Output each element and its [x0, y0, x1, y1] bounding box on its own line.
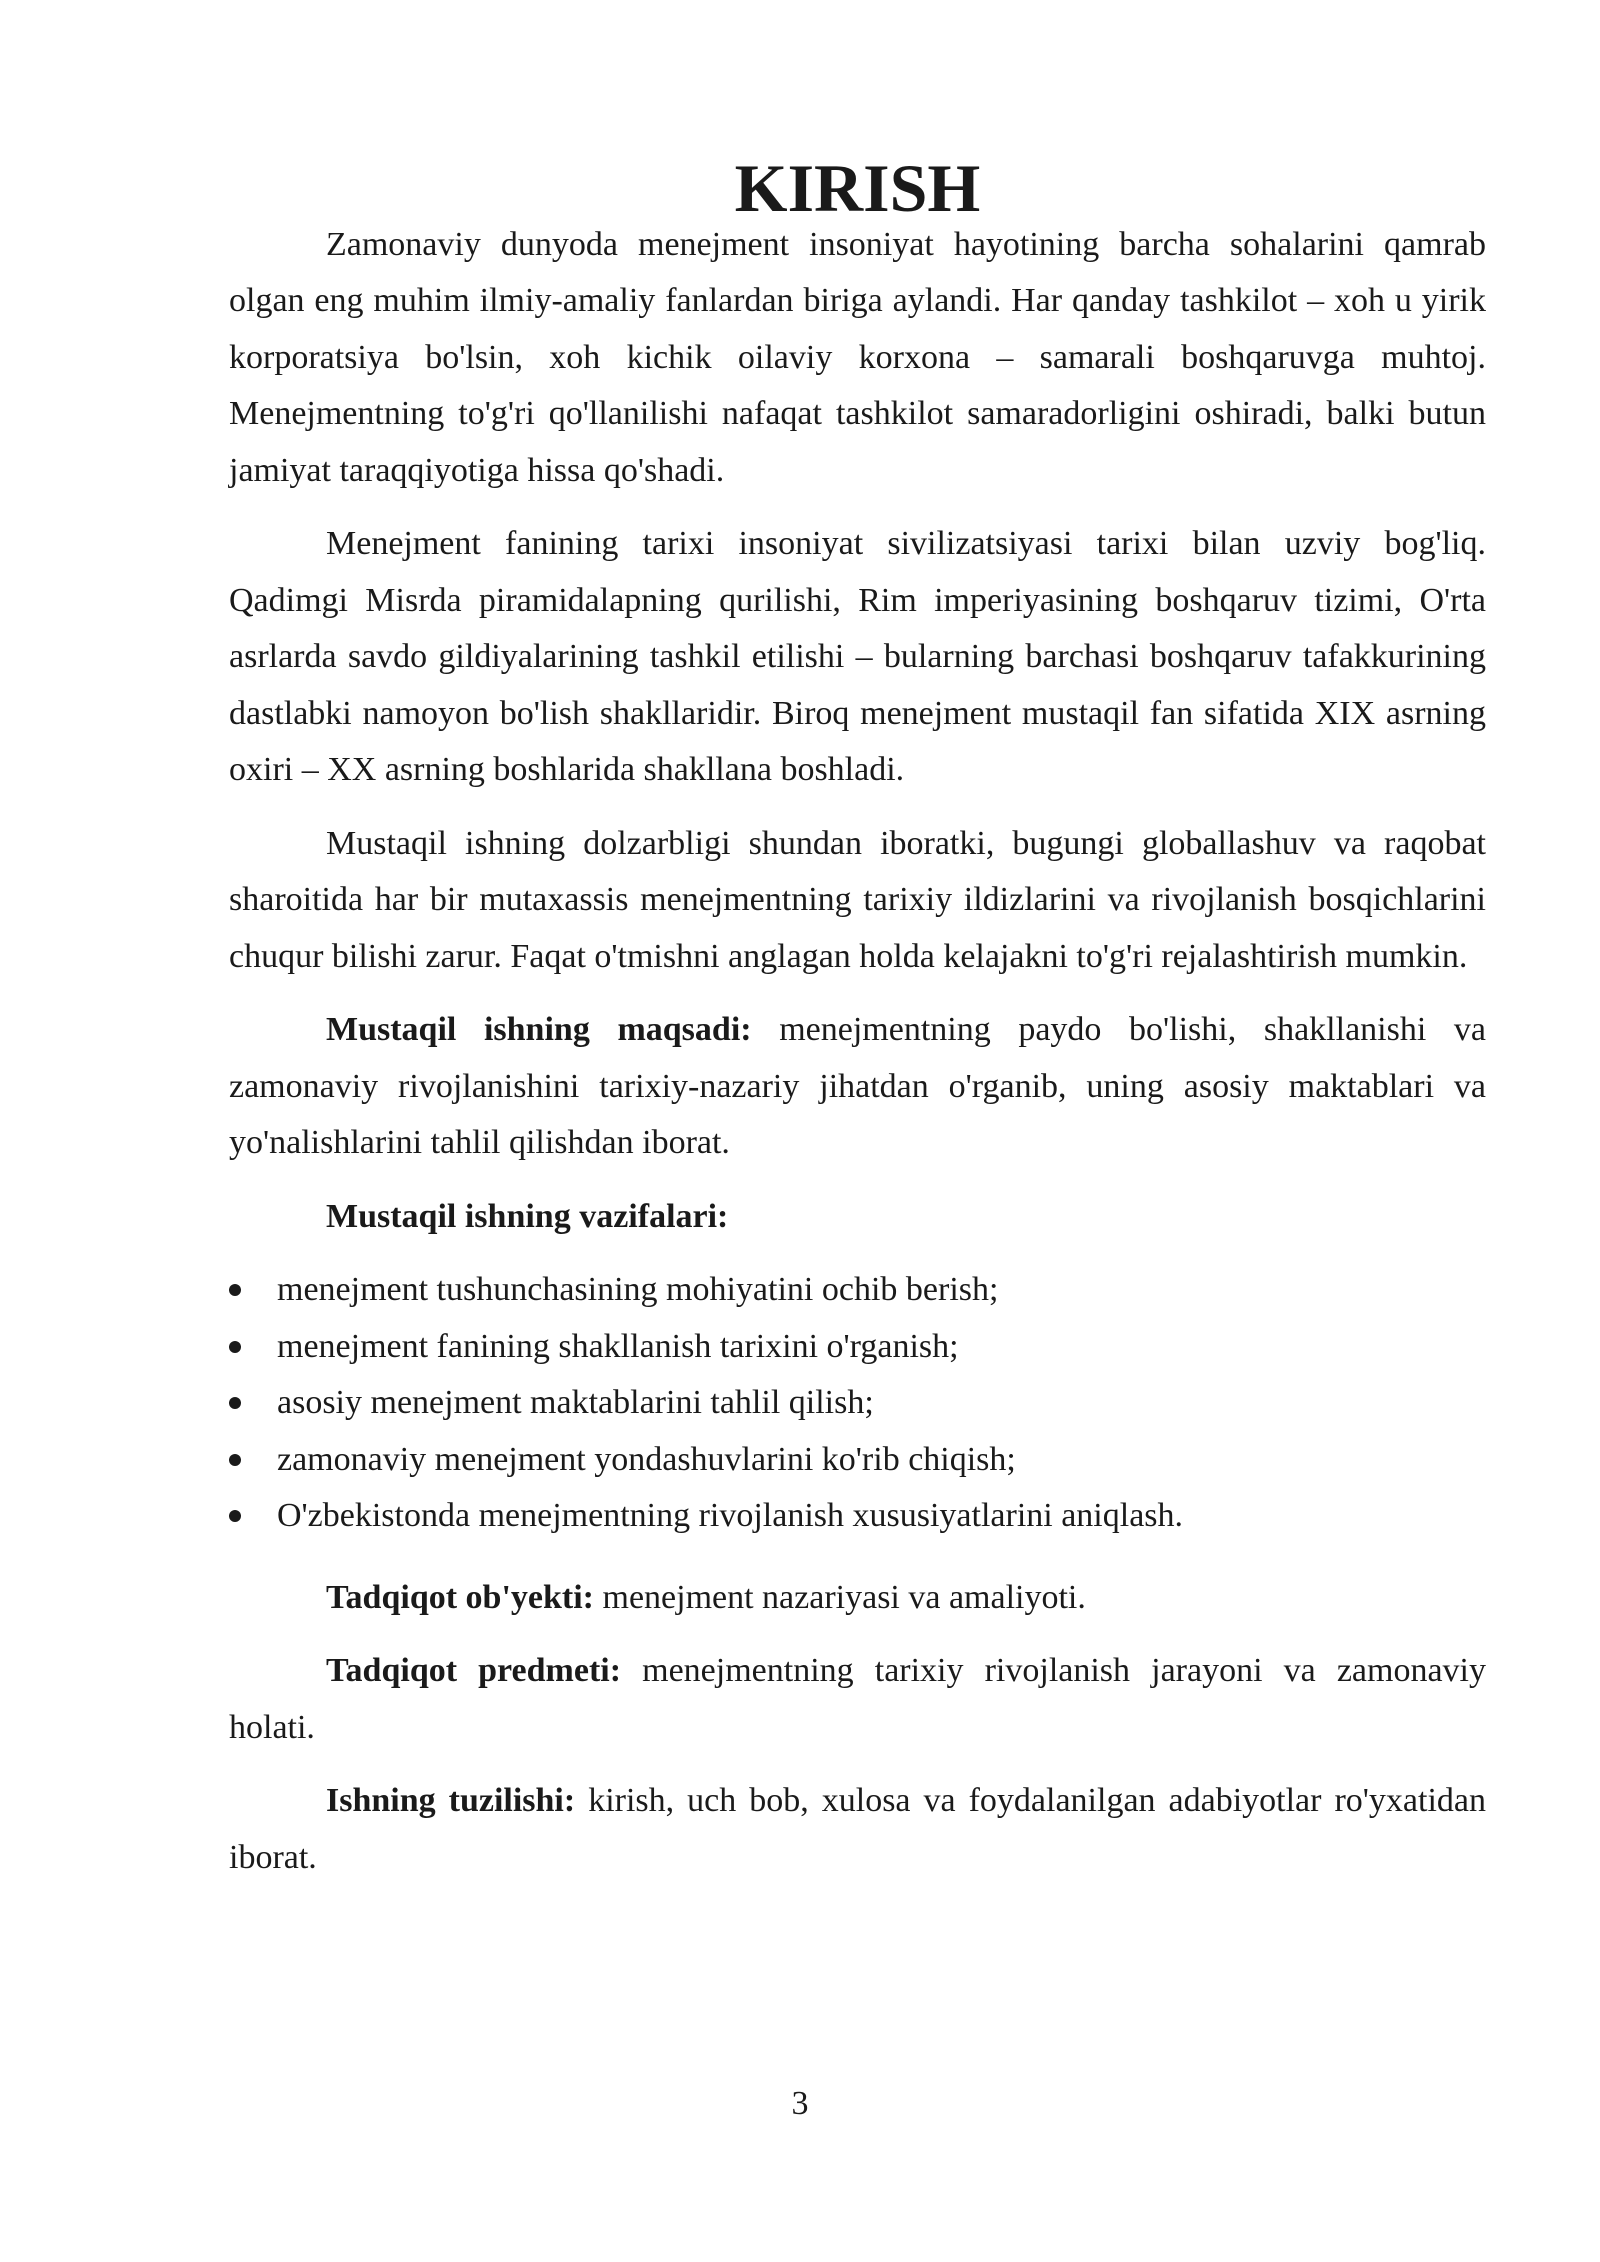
- tasks-heading-label: Mustaqil ishning vazifalari:: [326, 1197, 729, 1235]
- object-label: Tadqiqot ob'yekti:: [326, 1578, 594, 1616]
- page-title: KIRISH: [734, 150, 981, 226]
- subject-text: menejmentning tarixiy rivojlanish jarayoni va zamonaviy holati.: [229, 1652, 1486, 1746]
- document-body: [229, 150, 1486, 1903]
- bullet-icon: [229, 1284, 241, 1296]
- structure-paragraph: [229, 1773, 1486, 1886]
- structure-text: kirish, uch bob, xulosa va foydalanilgan adabiyotlar ro'yxatidan iborat.: [229, 1782, 1486, 1876]
- intro-paragraph-2: Menejment fanining tarixi insoniyat sivilizatsiyasi tarixi bilan uzviy bog'liq. Qadimgi Misrda piramidalapning qurilishi, Rim imperiyasining boshqaruv tizimi, O'rta asrlarda savdo gildiyalarining tashkil etilishi – bularning barchasi boshqaruv tafakkurining dastlabki namoyon bo'lish shakllaridir. Biroq menejment mustaqil fan sifatida XIX asrning oxiri – XX asrning boshlarida shakllana boshladi.: [229, 525, 1486, 788]
- intro-paragraph-1: Zamonaviy dunyoda menejment insoniyat hayotining barcha sohalarini qamrab olgan eng muhim ilmiy-amaliy fanlardan biriga aylandi. Har qanday tashkilot – xoh u yirik korporatsiya bo'lsin, xoh kichik oilaviy korxona – samarali boshqaruvga muhtoj. Menejmentning to'g'ri qo'llanilishi nafaqat tashkilot samaradorligini oshiradi, balki butun jamiyat taraqqiyotiga hissa qo'shadi.: [229, 225, 1486, 489]
- list-item: [229, 1375, 1486, 1432]
- list-item-text: O'zbekistonda menejmentning rivojlanish xususiyatlarini aniqlash.: [277, 1497, 1184, 1534]
- bullet-icon: [229, 1454, 241, 1466]
- tasks-list: [229, 1262, 1486, 1545]
- list-item-text: menejment fanining shakllanish tarixini o'rganish;: [277, 1327, 959, 1365]
- subject-label: Tadqiqot predmeti:: [326, 1652, 622, 1689]
- bullet-icon: [229, 1341, 241, 1353]
- list-item-text: zamonaviy menejment yondashuvlarini ko'rib chiqish;: [277, 1440, 1016, 1478]
- object-paragraph: [229, 1570, 1486, 1627]
- list-item-text: asosiy menejment maktablarini tahlil qilish;: [277, 1384, 874, 1421]
- list-item: [229, 1488, 1486, 1545]
- goal-paragraph: [229, 1002, 1486, 1172]
- list-item-text: menejment tushunchasining mohiyatini ochib berish;: [277, 1271, 999, 1308]
- page-number: 3: [791, 2085, 809, 2122]
- structure-label: Ishning tuzilishi:: [326, 1782, 576, 1819]
- list-item: [229, 1319, 1486, 1376]
- tasks-heading: [229, 1189, 1486, 1246]
- goal-label: Mustaqil ishning maqsadi:: [326, 1011, 752, 1048]
- list-item: [229, 1262, 1486, 1319]
- goal-text: menejmentning paydo bo'lishi, shakllanishi va zamonaviy rivojlanishini tarixiy-nazariy jihatdan o'rganib, uning asosiy maktablari va yo'nalishlarini tahlil qilishdan iborat.: [229, 1011, 1486, 1161]
- bullet-icon: [229, 1510, 241, 1522]
- object-text: menejment nazariyasi va amaliyoti.: [594, 1578, 1086, 1616]
- subject-paragraph: [229, 1643, 1486, 1756]
- intro-paragraph-3: Mustaqil ishning dolzarbligi shundan iboratki, bugungi globallashuv va raqobat sharoitida har bir mutaxassis menejmentning tarixiy ildizlarini va rivojlanish bosqichlarini chuqur bilishi zarur. Faqat o'tmishni anglagan holda kelajakni to'g'ri rejalashtirish mumkin.: [229, 824, 1486, 975]
- bullet-icon: [229, 1397, 241, 1409]
- list-item: [229, 1432, 1486, 1489]
